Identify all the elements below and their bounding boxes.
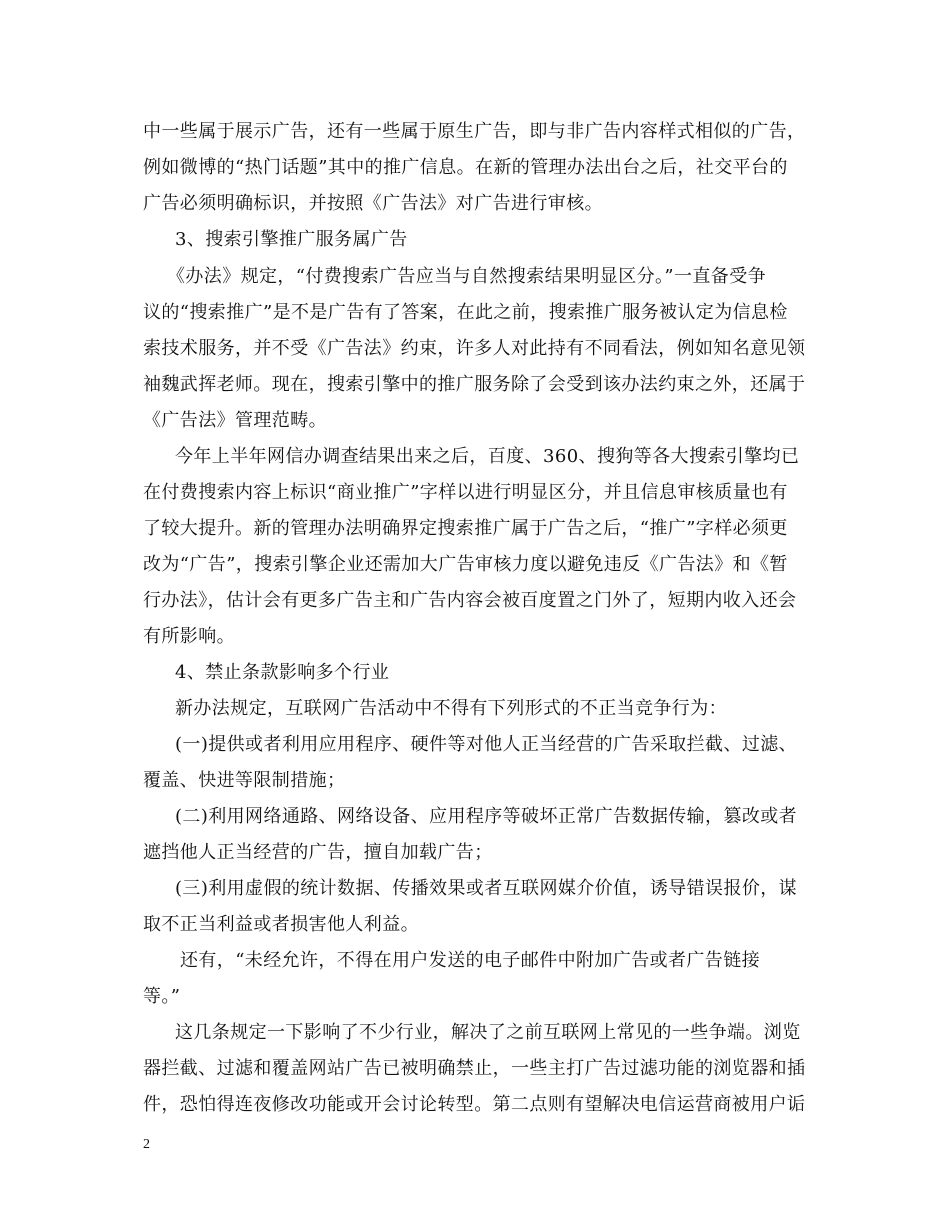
- text-line: 这几条规定一下影响了不少行业，解决了之前互联网上常见的一些争端。浏览: [175, 1022, 801, 1043]
- text-line: 了较大提升。新的管理办法明确界定搜索推广属于广告之后，“推广”字样必须更: [143, 518, 788, 539]
- section-heading: 4、禁止条款影响多个行业: [175, 662, 390, 683]
- text-line: 行办法》，估计会有更多广告主和广告内容会被百度置之门外了，短期内收入还会: [143, 590, 797, 611]
- text-line: 今年上半年网信办调查结果出来之后，百度、360、搜狗等各大搜索引擎均已: [175, 446, 800, 467]
- text-line: 广告必须明确标识，并按照《广告法》对广告进行审核。: [143, 193, 603, 214]
- text-line: 有所影响。: [143, 626, 235, 647]
- text-line: 遮挡他人正当经营的广告，擅自加载广告；: [143, 842, 493, 863]
- text-line: 例如微博的“热门话题”其中的推广信息。在新的管理办法出台之后，社交平台的: [143, 157, 788, 178]
- text-line: 在付费搜索内容上标识“商业推广”字样以进行明显区分，并且信息审核质量也有: [143, 482, 788, 503]
- text-line: 《广告法》管理范畴。: [143, 410, 327, 431]
- text-line: 等。”: [143, 986, 181, 1007]
- text-line: 覆盖、快进等限制措施；: [143, 770, 346, 791]
- list-item: (三)利用虚假的统计数据、传播效果或者互联网媒介价值，诱导错误报价，谋: [175, 878, 798, 899]
- section-heading: 3、搜索引擎推广服务属广告: [175, 229, 408, 250]
- text-line: 件，恐怕得连夜修改功能或开会讨论转型。第二点则有望解决电信运营商被用户诟: [143, 1094, 806, 1115]
- text-line: 新办法规定，互联网广告活动中不得有下列形式的不正当竞争行为：: [175, 698, 727, 719]
- text-line: 议的“搜索推广”是不是广告有了答案，在此之前，搜索推广服务被认定为信息检: [143, 302, 788, 323]
- text-line: 还有，“未经允许，不得在用户发送的电子邮件中附加广告或者广告链接: [180, 950, 760, 971]
- list-item: (二)利用网络通路、网络设备、应用程序等破坏正常广告数据传输，篡改或者: [175, 806, 798, 827]
- text-line: 索技术服务，并不受《广告法》约束，许多人对此持有不同看法，例如知名意见领: [143, 338, 806, 359]
- text-line: 袖魏武挥老师。现在，搜索引擎中的推广服务除了会受到该办法约束之外，还属于: [143, 374, 806, 395]
- text-line: 中一些属于展示广告，还有一些属于原生广告，即与非广告内容样式相似的广告，: [143, 121, 806, 142]
- page-number: 2: [143, 1137, 150, 1152]
- text-line: 《办法》规定，“付费搜索广告应当与自然搜索结果明显区分。”一直备受争: [167, 266, 767, 287]
- list-item: (一)提供或者利用应用程序、硬件等对他人正当经营的广告采取拦截、过滤、: [175, 734, 798, 755]
- text-line: 改为“广告”，搜索引擎企业还需加大广告审核力度以避免违反《广告法》和《暂: [143, 554, 788, 575]
- text-line: 器拦截、过滤和覆盖网站广告已被明确禁止，一些主打广告过滤功能的浏览器和插: [143, 1058, 806, 1079]
- text-line: 取不正当利益或者损害他人利益。: [143, 914, 419, 935]
